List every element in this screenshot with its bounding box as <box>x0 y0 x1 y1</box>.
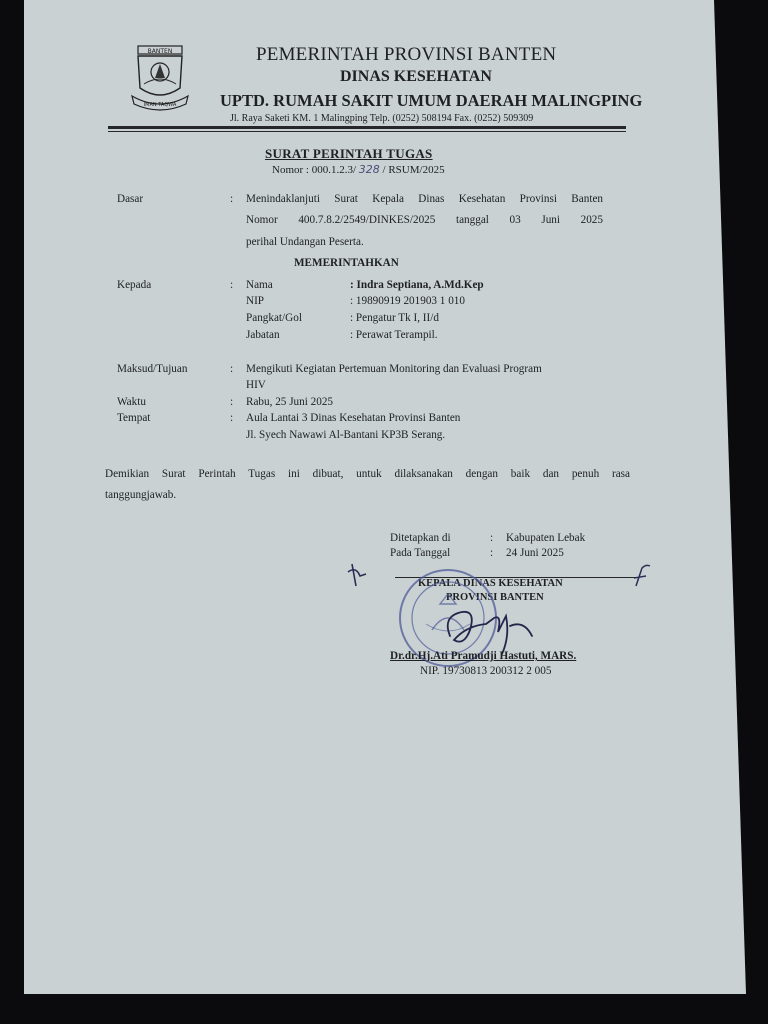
kepada-value-jabatan: : Perawat Terampil. <box>350 329 438 341</box>
signature-date-value: 24 Juni 2025 <box>506 547 564 559</box>
signature-office-line-1: KEPALA DINAS KESEHATAN <box>418 578 563 589</box>
letterhead-address: Jl. Raya Saketi KM. 1 Malingping Telp. (0252) 508194 Fax. (0252) 509309 <box>230 113 534 124</box>
letter-title: SURAT PERINTAH TUGAS <box>265 146 433 161</box>
signature-date-label: Pada Tanggal <box>390 547 451 559</box>
svg-text:IMAN TAQWA: IMAN TAQWA <box>143 102 177 108</box>
maksud-line-1: Mengikuti Kegiatan Pertemuan Monitoring dan Evaluasi Program <box>246 363 542 375</box>
paraf-initial-right-icon <box>632 562 654 590</box>
kepada-key-pangkat: Pangkat/Gol <box>246 312 302 324</box>
signature-place-value: Kabupaten Lebak <box>506 532 586 544</box>
kepada-value-pangkat: : Pengatur Tk I, II/d <box>350 312 439 324</box>
dasar-line-1: Menindaklanjuti Surat Kepala Dinas Kesehatan Provinsi Banten <box>246 193 603 205</box>
maksud-line-2: HIV <box>246 379 266 391</box>
signature-name: Dr.dr.Hj.Ati Pramudji Hastuti, MARS. <box>390 650 577 662</box>
kepada-key-nip: NIP <box>246 295 265 307</box>
kepada-colon: : <box>230 279 234 291</box>
letterhead-divider-thin <box>108 131 626 132</box>
letterhead-government: PEMERINTAH PROVINSI BANTEN <box>256 44 557 65</box>
letterhead-hospital: UPTD. RUMAH SAKIT UMUM DAERAH MALINGPING <box>220 91 643 110</box>
signature-place-label: Ditetapkan di <box>390 532 451 544</box>
kepada-label: Kepada <box>117 279 152 291</box>
signature-office-line-2: PROVINSI BANTEN <box>446 592 544 603</box>
paraf-initial-left-icon <box>346 562 370 588</box>
dasar-label: Dasar <box>117 193 144 205</box>
dasar-line-2: Nomor 400.7.8.2/2549/DINKES/2025 tanggal 03 Juni 2025 <box>246 214 603 226</box>
kepada-key-nama: Nama <box>246 279 273 291</box>
waktu-value: Rabu, 25 Juni 2025 <box>246 396 334 408</box>
tempat-line-1: Aula Lantai 3 Dinas Kesehatan Provinsi Banten <box>246 412 461 424</box>
letter-number-suffix: / RSUM/2025 <box>382 164 445 176</box>
banten-province-logo-icon <box>128 44 192 112</box>
dasar-line-3: perihal Undangan Peserta. <box>246 236 364 248</box>
letter-number <box>272 163 445 176</box>
signature-date-colon: : <box>490 547 494 559</box>
memerintahkan-heading: MEMERINTAHKAN <box>294 257 399 269</box>
signature-nip: NIP. 19730813 200312 2 005 <box>420 665 552 677</box>
closing-line-2: tanggungjawab. <box>105 489 177 501</box>
waktu-colon: : <box>230 396 234 408</box>
letter-number-handwritten: 328 <box>358 163 380 176</box>
tempat-label: Tempat <box>117 412 151 424</box>
kepada-value-nip: : 19890919 201903 1 010 <box>350 295 465 307</box>
kepada-key-jabatan: Jabatan <box>246 329 280 341</box>
kepada-value-nama: : Indra Septiana, A.Md.Kep <box>350 279 484 291</box>
tempat-colon: : <box>230 412 234 424</box>
closing-line-1: Demikian Surat Perintah Tugas ini dibuat, untuk dilaksanakan dengan baik dan penuh rasa <box>105 468 630 480</box>
signature-place-colon: : <box>490 532 494 544</box>
tempat-line-2: Jl. Syech Nawawi Al-Bantani KP3B Serang. <box>246 429 446 441</box>
svg-text:BANTEN: BANTEN <box>147 48 173 55</box>
letterhead-agency: DINAS KESEHATAN <box>340 68 492 85</box>
letterhead-divider-thick <box>108 126 626 129</box>
waktu-label: Waktu <box>117 396 146 408</box>
letter-number-prefix: Nomor : 000.1.2.3/ <box>272 164 357 176</box>
maksud-label: Maksud/Tujuan <box>117 363 188 375</box>
maksud-colon: : <box>230 363 234 375</box>
dasar-colon: : <box>230 193 234 205</box>
